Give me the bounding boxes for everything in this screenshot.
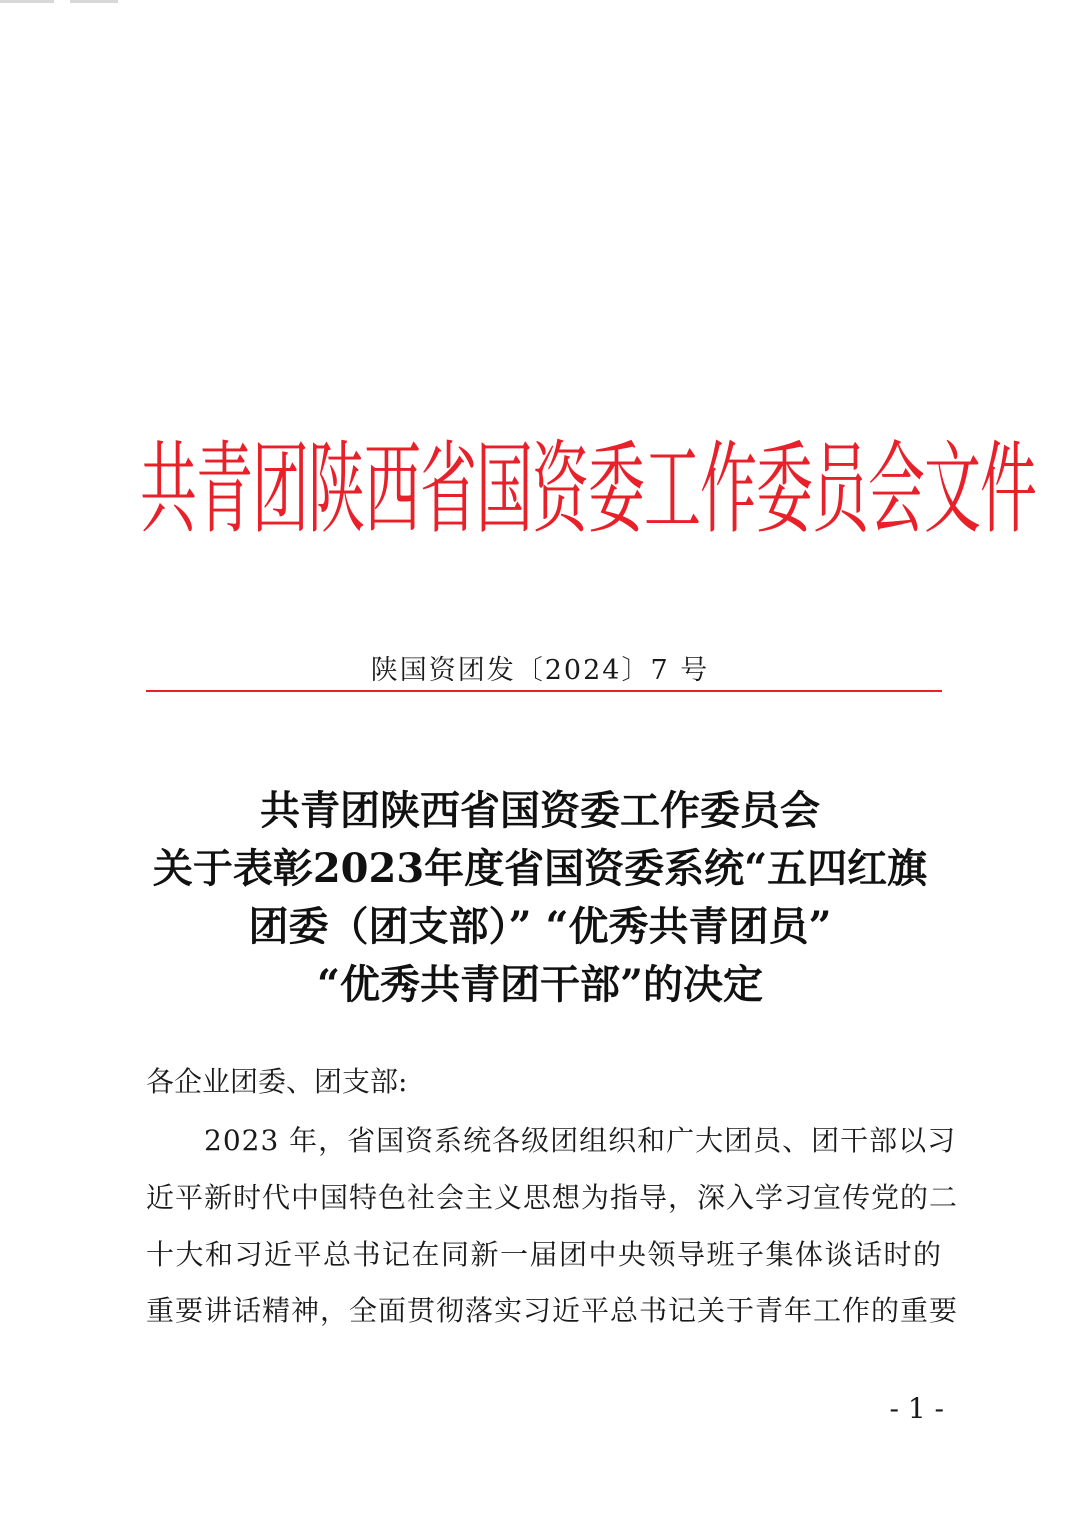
document-title xyxy=(120,782,960,1014)
red-divider-line xyxy=(146,690,942,692)
body-text-line: 近平新时代中国特色社会主义思想为指导，深入学习宣传党的二 xyxy=(146,1181,959,1214)
scan-edge-mark xyxy=(0,0,54,3)
salutation: 各企业团委、团支部: xyxy=(146,1065,408,1098)
scan-edge-mark xyxy=(70,0,118,3)
title-line-2: 关于表彰2023年度省国资委系统“五四红旗 xyxy=(152,845,928,892)
body-text-line: 2023 年，省国资系统各级团组织和广大团员、团干部以习 xyxy=(146,1124,957,1157)
body-text-line: 十大和习近平总书记在同新一届团中央领导班子集体谈话时的 xyxy=(146,1238,942,1271)
title-line-4: “优秀共青团干部”的决定 xyxy=(316,961,763,1008)
page-number: - 1 - xyxy=(889,1392,944,1425)
body-text-line: 重要讲话精神，全面贯彻落实习近平总书记关于青年工作的重要 xyxy=(146,1294,959,1327)
document-number: 陕国资团发〔2024〕7 号 xyxy=(370,655,710,686)
title-line-1: 共青团陕西省国资委工作委员会 xyxy=(260,787,820,834)
title-line-3: 团委（团支部）” “优秀共青团员” xyxy=(248,903,832,950)
document-red-header: 共青团陕西省国资委工作委员会文件 xyxy=(140,432,1036,548)
